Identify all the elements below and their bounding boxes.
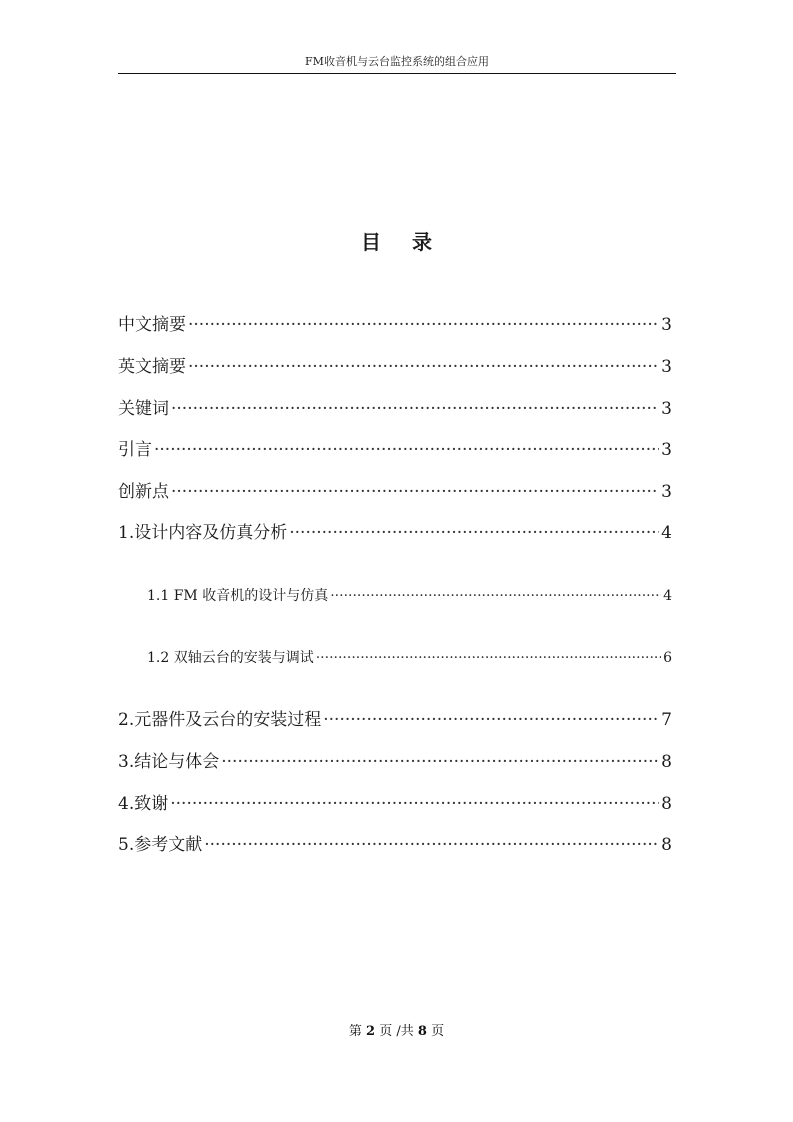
footer-suffix: 页 [431, 1024, 445, 1039]
toc-page-number: 3 [661, 315, 672, 335]
toc-dot-leader [154, 438, 659, 462]
toc-dot-leader [188, 355, 659, 379]
toc-entry-chinese-abstract[interactable] [118, 313, 672, 337]
toc-entry-label: 4.致谢 [118, 794, 169, 814]
toc-dot-leader [204, 833, 659, 857]
page-header: FM收音机与云台监控系统的组合应用 [305, 55, 489, 68]
toc-dot-leader [188, 313, 659, 337]
toc-dot-leader [171, 397, 659, 421]
toc-entry-section-2[interactable] [118, 708, 672, 732]
toc-entry-label: 1.1 FM 收音机的设计与仿真 [147, 588, 329, 604]
toc-entry-label: 创新点 [118, 482, 169, 502]
toc-entry-section-3[interactable] [118, 750, 672, 774]
footer-current-page: 2 [366, 1024, 376, 1039]
toc-entry-section-1-1[interactable] [147, 586, 672, 606]
toc-page-number: 8 [661, 794, 672, 814]
toc-entry-label: 英文摘要 [118, 357, 186, 377]
toc-dot-leader [171, 480, 659, 504]
footer-prefix: 第 [348, 1024, 362, 1039]
toc-entry-label: 2.元器件及云台的安装过程 [118, 710, 322, 730]
toc-dot-leader [221, 750, 659, 774]
toc-page-number: 8 [661, 835, 672, 855]
toc-entry-english-abstract[interactable] [118, 355, 672, 379]
toc-entry-label: 关键词 [118, 399, 169, 419]
toc-page-number: 4 [663, 588, 672, 604]
toc-entry-label: 中文摘要 [118, 315, 186, 335]
toc-entry-label: 1.2 双轴云台的安装与调试 [147, 650, 314, 666]
toc-page-number: 3 [661, 357, 672, 377]
page-footer [0, 1022, 793, 1042]
toc-entry-introduction[interactable] [118, 438, 672, 462]
toc-dot-leader [330, 586, 661, 606]
toc-entry-label: 3.结论与体会 [118, 752, 220, 772]
toc-page-number: 6 [663, 650, 672, 666]
toc-page-number: 3 [661, 399, 672, 419]
toc-page-number: 8 [661, 752, 672, 772]
toc-page-number: 7 [661, 710, 672, 730]
header-divider [118, 73, 676, 74]
toc-dot-leader [289, 521, 659, 545]
toc-entry-label: 1.设计内容及仿真分析 [118, 523, 288, 543]
footer-middle: 页 /共 [379, 1024, 414, 1039]
toc-entry-label: 引言 [118, 440, 152, 460]
toc-entry-section-1[interactable] [118, 521, 672, 545]
toc-page-number: 3 [661, 440, 672, 460]
footer-total-pages: 8 [417, 1024, 427, 1039]
toc-entry-keywords[interactable] [118, 397, 672, 421]
toc-entry-innovations[interactable] [118, 480, 672, 504]
toc-entry-section-5[interactable] [118, 833, 672, 857]
toc-dot-leader [170, 792, 659, 816]
toc-title: 目 录 [361, 230, 444, 254]
toc-dot-leader [316, 648, 661, 668]
toc-dot-leader [323, 708, 659, 732]
toc-entry-section-4[interactable] [118, 792, 672, 816]
toc-page-number: 3 [661, 482, 672, 502]
toc-page-number: 4 [661, 523, 672, 543]
toc-entry-section-1-2[interactable] [147, 648, 672, 668]
toc-entry-label: 5.参考文献 [118, 835, 203, 855]
